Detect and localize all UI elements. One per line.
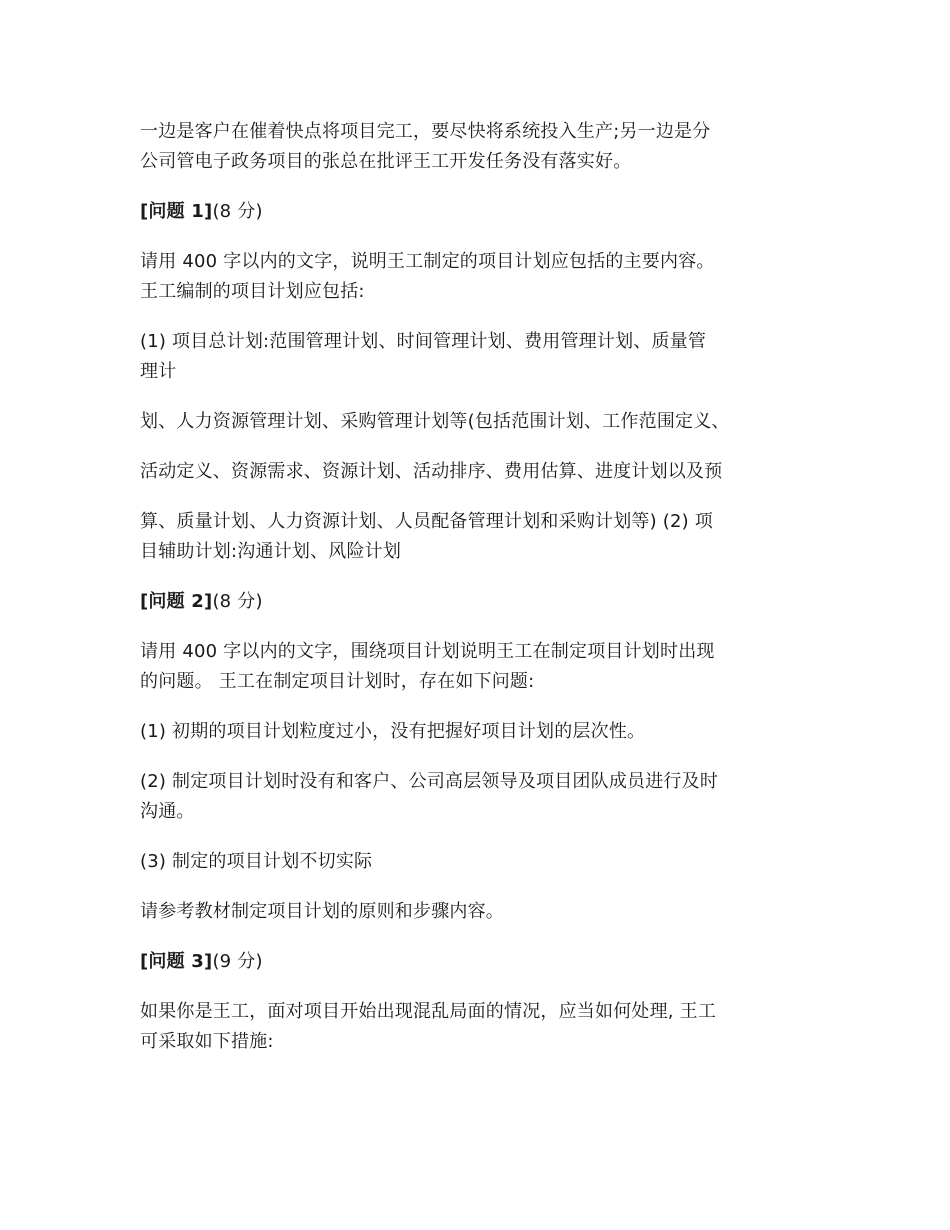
question-score: (8 分) (212, 201, 263, 222)
paragraph-line: (2) 制定项目计划时没有和客户、公司高层领导及项目团队成员进行及时 (140, 771, 719, 792)
paragraph-line: 沟通。 (140, 801, 195, 822)
paragraph-line: 划、人力资源管理计划、采购管理计划等(包括范围计划、工作范围定义、 (140, 411, 730, 432)
paragraph-line: 算、质量计划、人力资源计划、人员配备管理计划和采购计划等) (2) 项 (140, 511, 713, 532)
question-label: [问题 1] (140, 201, 213, 222)
question-label: [问题 3] (140, 951, 213, 972)
question-score: (8 分) (212, 591, 263, 612)
question-score: (9 分) (212, 951, 263, 972)
paragraph-line: 目辅助计划:沟通计划、风险计划 (140, 541, 402, 562)
paragraph-line: (3) 制定的项目计划不切实际 (140, 851, 373, 872)
paragraph-line: 请参考教材制定项目计划的原则和步骤内容。 (140, 901, 504, 922)
paragraph-line: 可采取如下措施: (140, 1031, 274, 1052)
paragraph-line: 公司管电子政务项目的张总在批评王工开发任务没有落实好。 (140, 151, 632, 172)
paragraph-line: 理计 (140, 361, 177, 382)
paragraph-line: 王工编制的项目计划应包括: (140, 281, 365, 302)
question-heading-2 (140, 588, 820, 616)
paragraph-line: 的问题。 王工在制定项目计划时，存在如下问题: (140, 671, 535, 692)
paragraph-line: 请用 400 字以内的文字，围绕项目计划说明王工在制定项目计划时出现 (140, 641, 715, 662)
paragraph-line: 如果你是王工，面对项目开始出现混乱局面的情况，应当如何处理, 王工 (140, 1001, 717, 1022)
paragraph-line: 活动定义、资源需求、资源计划、活动排序、费用估算、进度计划以及预 (140, 461, 723, 482)
question-heading-1 (140, 198, 820, 226)
paragraph-line: (1) 初期的项目计划粒度过小，没有把握好项目计划的层次性。 (140, 721, 646, 742)
question-heading-3 (140, 948, 820, 976)
question-label: [问题 2] (140, 591, 213, 612)
paragraph-line: 一边是客户在催着快点将项目完工，要尽快将系统投入生产;另一边是分 (140, 121, 711, 142)
paragraph-line: (1) 项目总计划:范围管理计划、时间管理计划、费用管理计划、质量管 (140, 331, 707, 352)
paragraph-line: 请用 400 字以内的文字，说明王工制定的项目计划应包括的主要内容。 (140, 251, 715, 272)
